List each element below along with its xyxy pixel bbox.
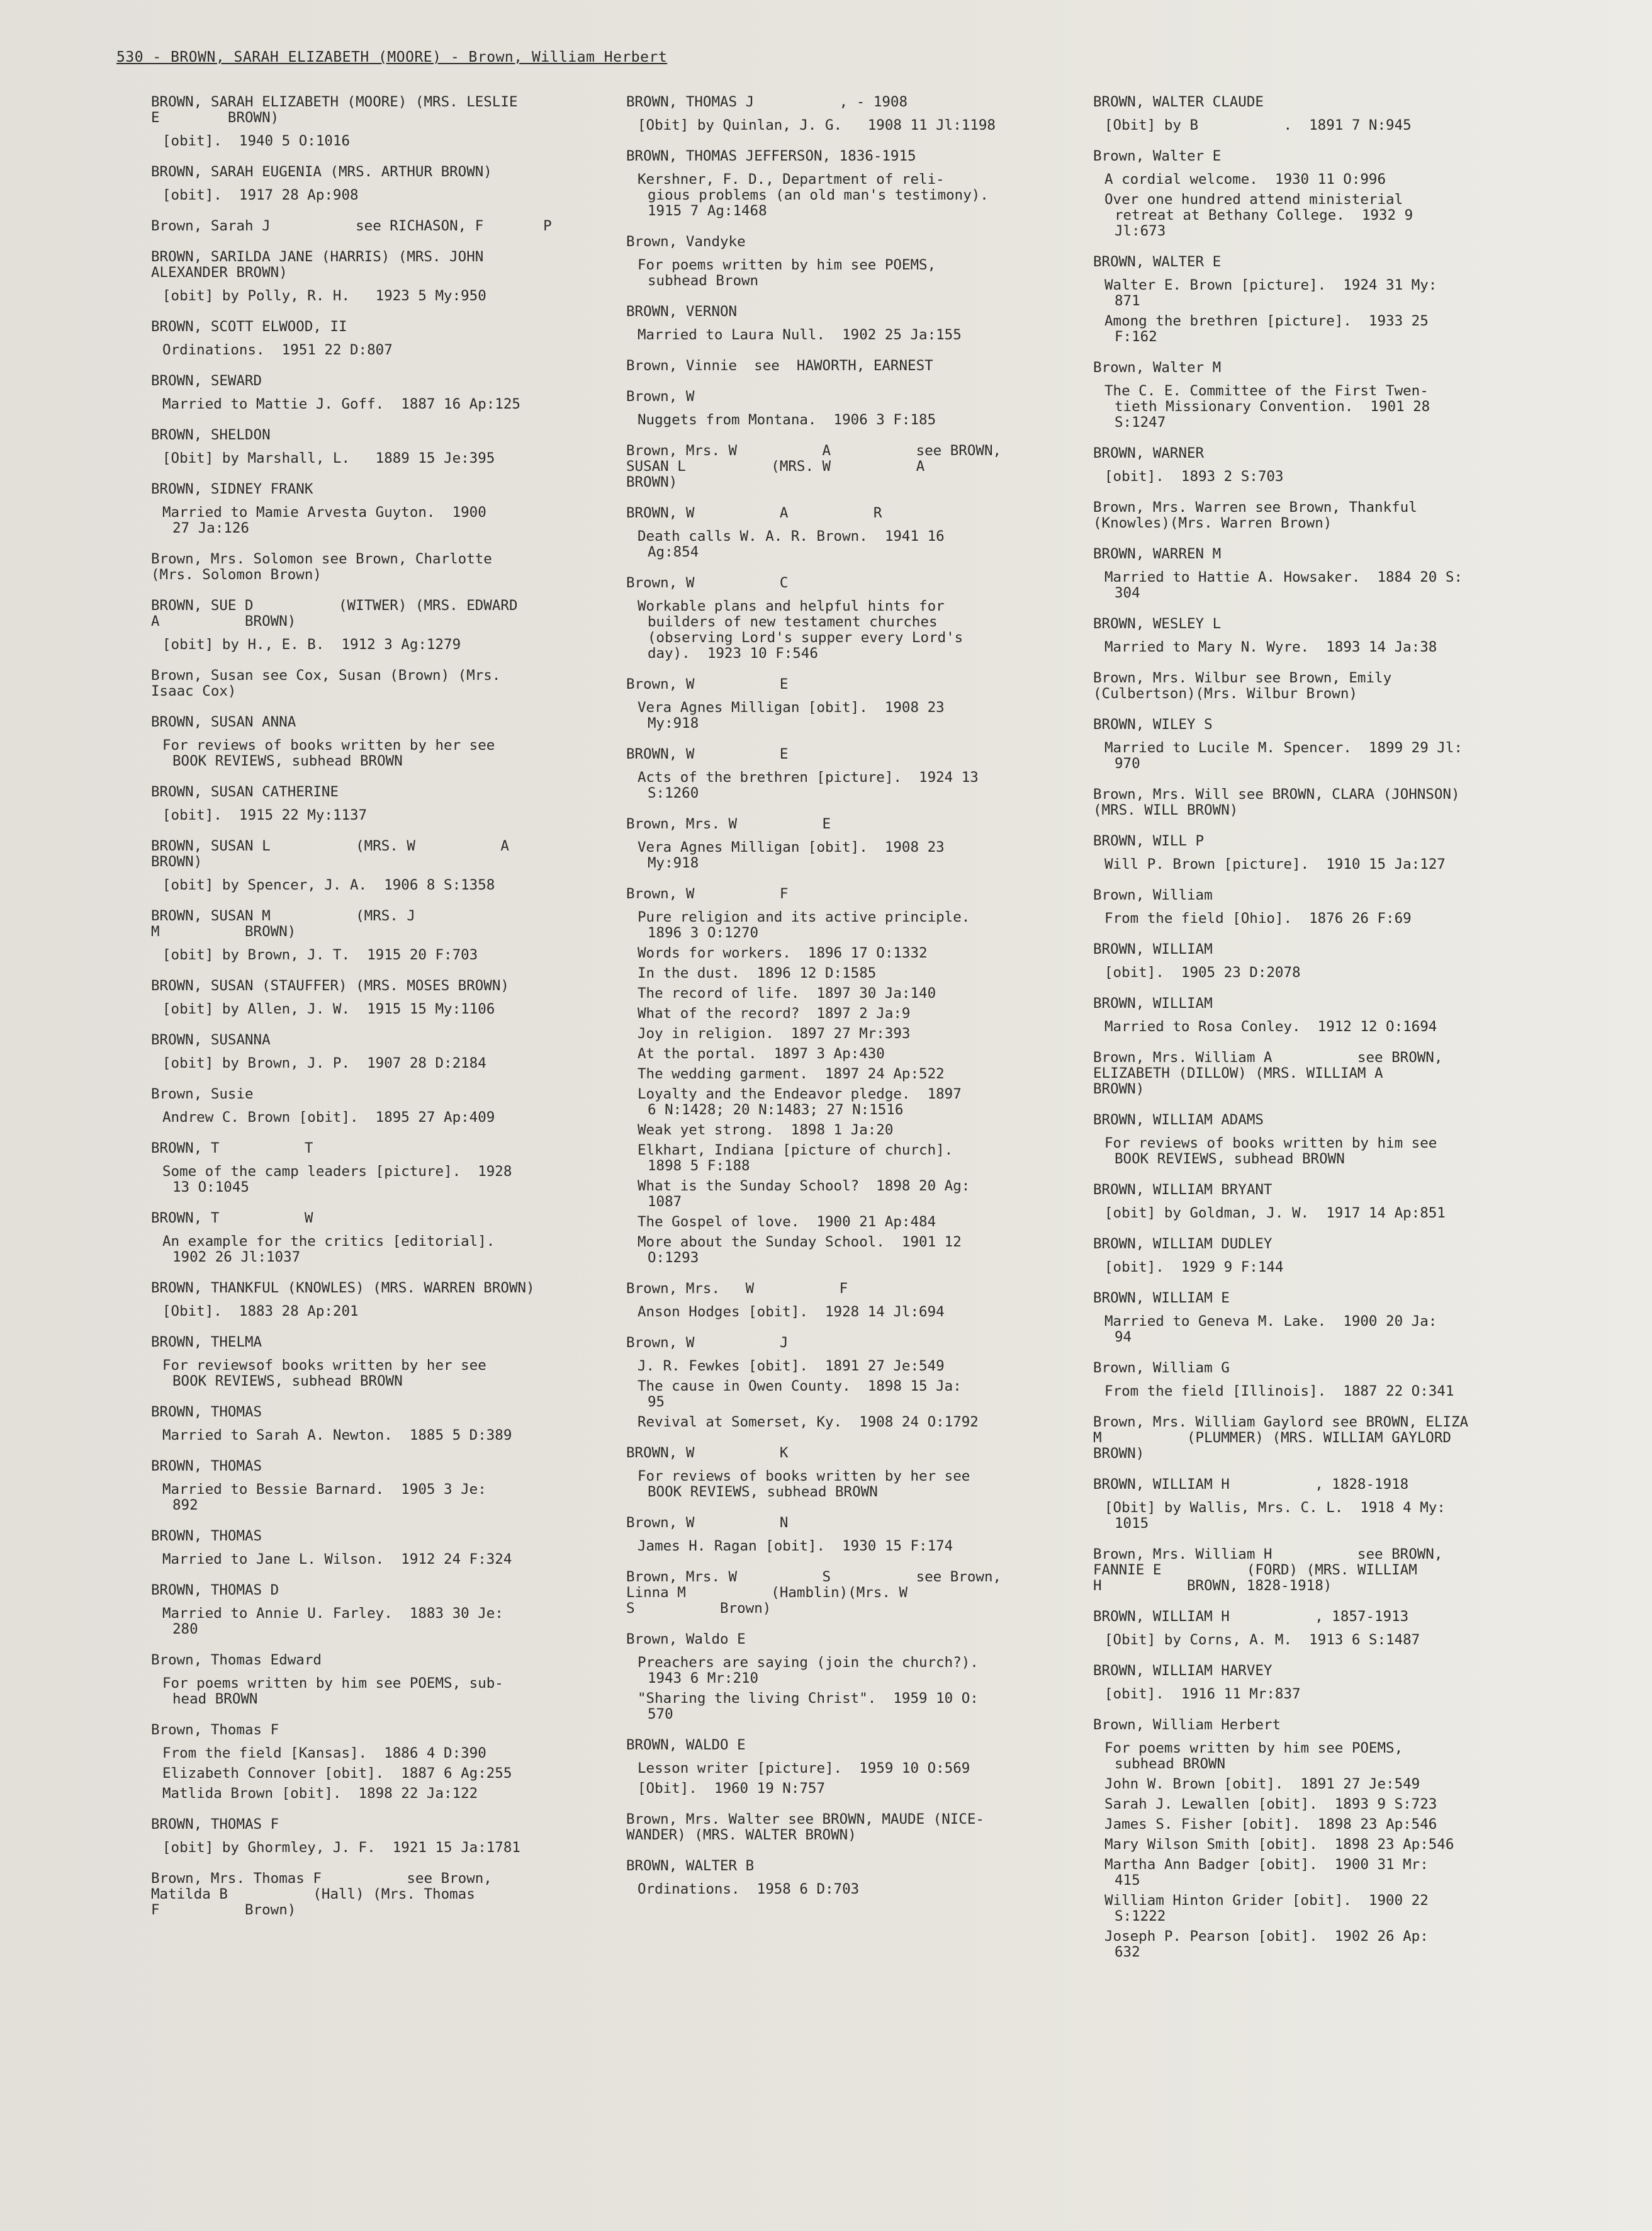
entry-heading: BROWN, SIDNEY FRANK [151, 481, 313, 497]
index-entry [626, 94, 1067, 133]
entry-citation: [Obit] by Quinlan, J. G. 1908 11 Jl:1198 [638, 117, 996, 133]
entry-citation: Among the brethren [picture]. 1933 25 F:162 [1104, 313, 1429, 345]
entry-heading: Brown, Mrs. Warren see Brown, Thankful (Knowles)(Mrs. Warren Brown) [1093, 499, 1417, 531]
index-entry [151, 1459, 601, 1513]
entry-citation: The wedding garment. 1897 24 Ap:522 [638, 1066, 945, 1082]
entry-citation: Married to Bessie Barnard. 1905 3 Je: 892 [162, 1481, 486, 1513]
index-entry [1093, 1050, 1546, 1097]
entry-heading: BROWN, WILEY S [1093, 716, 1213, 733]
entry-citation: Vera Agnes Milligan [obit]. 1908 23 My:918 [638, 839, 945, 871]
entry-heading: BROWN, THOMAS J , - 1908 [626, 94, 908, 110]
index-entry [1093, 1609, 1546, 1648]
entry-citation: For poems written by him see POEMS, subhead Brown [638, 257, 936, 289]
entry-citation: Acts of the brethren [picture]. 1924 13 S:1260 [638, 769, 979, 801]
entry-citation: [obit]. 1905 23 D:2078 [1104, 964, 1301, 981]
entry-citation: For reviews of books written by her see BOOK REVIEWS, subhead BROWN [162, 737, 495, 769]
entry-citation: [obit] by Ghormley, J. F. 1921 15 Ja:1781 [162, 1839, 520, 1856]
entry-heading: Brown, W J [626, 1335, 789, 1351]
index-entry [151, 1280, 601, 1319]
index-entry [626, 389, 1067, 428]
index-entry [1093, 670, 1546, 702]
entry-heading: BROWN, THOMAS [151, 1528, 262, 1544]
page-header: 530 - BROWN, SARAH ELIZABETH (MOORE) - Brown, William Herbert [116, 49, 668, 65]
entry-citation: In the dust. 1896 12 D:1585 [638, 965, 877, 981]
entry-citation: Joy in religion. 1897 27 Mr:393 [638, 1025, 911, 1042]
entry-citation: Loyalty and the Endeavor pledge. 1897 6 N:1428; 20 N:1483; 27 N:1516 [638, 1086, 962, 1118]
entry-heading: BROWN, SARAH ELIZABETH (MOORE) (MRS. LESLIE E BROWN) [151, 94, 518, 126]
entry-heading: BROWN, WILLIAM [1093, 941, 1213, 957]
entry-citation: [obit] by Goldman, J. W. 1917 14 Ap:851 [1104, 1205, 1446, 1221]
index-entry [626, 149, 1067, 219]
entry-citation: Martha Ann Badger [obit]. 1900 31 Mr: 415 [1104, 1856, 1429, 1889]
index-entry [1093, 1112, 1546, 1167]
entry-citation: Ordinations. 1951 22 D:807 [162, 342, 393, 358]
entry-citation: Elkhart, Indiana [picture of church]. 1898 5 F:188 [638, 1142, 953, 1174]
entry-citation: For reviews of books written by her see BOOK REVIEWS, subhead BROWN [638, 1468, 970, 1500]
index-entry [1093, 446, 1546, 485]
index-entry [151, 1652, 601, 1707]
index-entry [151, 978, 601, 1017]
entry-heading: Brown, William G [1093, 1360, 1230, 1376]
entry-heading: BROWN, WALTER B [626, 1858, 755, 1874]
index-entry [626, 886, 1067, 1266]
entry-citation: For reviewsof books written by her see BOOK REVIEWS, subhead BROWN [162, 1357, 486, 1389]
index-entry [626, 506, 1067, 560]
index-entry [151, 1211, 601, 1265]
entry-heading: Brown, Walter M [1093, 359, 1222, 376]
index-entry [1093, 787, 1546, 818]
entry-citation: An example for the critics [editorial]. 1902 26 Jl:1037 [162, 1233, 495, 1265]
index-entry [151, 784, 601, 823]
entry-heading: BROWN, SUE D (WITWER) (MRS. EDWARD A BROWN) [151, 597, 518, 630]
index-entry [626, 816, 1067, 871]
index-entry [151, 482, 601, 536]
entry-heading: Brown, W N [626, 1515, 789, 1531]
entry-heading: BROWN, THANKFUL (KNOWLES) (MRS. WARREN BROWN) [151, 1280, 535, 1296]
index-entry [626, 1445, 1067, 1500]
entry-citation: Married to Hattie A. Howsaker. 1884 20 S: 304 [1104, 569, 1463, 601]
entry-citation: The C. E. Committee of the First Twen- tieth Missionary Convention. 1901 28 S:1247 [1104, 383, 1430, 431]
entry-heading: BROWN, THELMA [151, 1334, 262, 1350]
entry-heading: Brown, Walter E [1093, 148, 1222, 164]
entry-citation: From the field [Kansas]. 1886 4 D:390 [162, 1745, 486, 1761]
entry-citation: [obit] by Brown, J. T. 1915 20 F:703 [162, 947, 478, 963]
entry-citation: Anson Hodges [obit]. 1928 14 Jl:694 [638, 1304, 945, 1320]
entry-heading: Brown, Susie [151, 1086, 254, 1102]
index-entry [626, 234, 1067, 289]
index-entry [151, 1087, 601, 1126]
entry-heading: Brown, Mrs. Solomon see Brown, Charlotte (Mrs. Solomon Brown) [151, 551, 492, 583]
index-entry [626, 443, 1067, 490]
index-entry [151, 319, 601, 358]
entry-citation: Married to Annie U. Farley. 1883 30 Je: 280 [162, 1605, 503, 1637]
entry-heading: BROWN, WILL P [1093, 833, 1205, 849]
index-entry [1093, 94, 1546, 133]
index-entry [1093, 888, 1546, 927]
index-entry [1093, 546, 1546, 601]
entry-heading: Brown, Mrs. William A see BROWN, ELIZABETH (DILLOW) (MRS. WILLIAM A BROWN) [1093, 1049, 1443, 1097]
index-entry [626, 677, 1067, 731]
entry-heading: BROWN, WARREN M [1093, 546, 1222, 562]
entry-heading: BROWN, WILLIAM BRYANT [1093, 1182, 1273, 1198]
entry-heading: BROWN, SEWARD [151, 373, 262, 389]
entry-citation: Death calls W. A. R. Brown. 1941 16 Ag:854 [638, 528, 945, 560]
entry-heading: BROWN, WILLIAM [1093, 995, 1213, 1012]
index-column-3 [1093, 94, 1546, 1975]
entry-citation: Nuggets from Montana. 1906 3 F:185 [638, 412, 936, 428]
entry-citation: Matlida Brown [obit]. 1898 22 Ja:122 [162, 1785, 478, 1802]
entry-heading: BROWN, VERNON [626, 303, 738, 320]
index-entry [626, 304, 1067, 343]
index-entry [626, 1569, 1067, 1617]
entry-heading: Brown, Mrs. William H see BROWN, FANNIE E (FORD) (MRS. WILLIAM H BROWN, 1828-1918) [1093, 1546, 1443, 1594]
index-entry [151, 427, 601, 466]
entry-heading: Brown, Mrs. William Gaylord see BROWN, ELIZA M (PLUMMER) (MRS. WILLIAM GAYLORD BROWN) [1093, 1414, 1469, 1462]
entry-citation: Weak yet strong. 1898 1 Ja:20 [638, 1122, 894, 1138]
index-entry [1093, 1477, 1546, 1532]
entry-citation: Married to Jane L. Wilson. 1912 24 F:324 [162, 1551, 512, 1567]
entry-citation: For poems written by him see POEMS, sub- head BROWN [162, 1675, 503, 1707]
entry-citation: [Obit] by Wallis, Mrs. C. L. 1918 4 My: 1015 [1104, 1500, 1446, 1532]
index-entry [1093, 942, 1546, 981]
index-entry [1093, 717, 1546, 772]
entry-heading: BROWN, SUSAN (STAUFFER) (MRS. MOSES BROWN) [151, 978, 509, 994]
index-column-1 [151, 94, 601, 1933]
entry-heading: Brown, Mrs. Thomas F see Brown, Matilda B (Hall) (Mrs. Thomas F Brown) [151, 1870, 492, 1918]
entry-citation: Vera Agnes Milligan [obit]. 1908 23 My:918 [638, 699, 945, 731]
entry-heading: BROWN, WILLIAM HARVEY [1093, 1663, 1273, 1679]
entry-citation: Sarah J. Lewallen [obit]. 1893 9 S:723 [1104, 1796, 1437, 1812]
entry-heading: BROWN, WALTER CLAUDE [1093, 94, 1264, 110]
entry-citation: [obit] by Spencer, J. A. 1906 8 S:1358 [162, 877, 495, 893]
index-entry [1093, 1415, 1546, 1462]
entry-citation: [obit]. 1916 11 Mr:837 [1104, 1686, 1301, 1702]
entry-heading: BROWN, WILLIAM H , 1857-1913 [1093, 1608, 1409, 1625]
entry-citation: [obit]. 1929 9 F:144 [1104, 1259, 1284, 1275]
index-entry [151, 1528, 601, 1567]
index-entry [1093, 1182, 1546, 1221]
index-entry [151, 1722, 601, 1802]
entry-heading: Brown, Mrs. W F [626, 1280, 848, 1297]
index-entry [626, 1858, 1067, 1897]
entry-citation: [Obit] by B . 1891 7 N:945 [1104, 117, 1412, 133]
index-entry [1093, 1547, 1546, 1594]
entry-heading: BROWN, WILLIAM H , 1828-1918 [1093, 1476, 1409, 1493]
index-entry [626, 1812, 1067, 1843]
index-entry [151, 1335, 601, 1389]
index-entry [151, 598, 601, 653]
entry-citation: Workable plans and helpful hints for builders of new testament churches (observing Lord's supper every Lord's day). 1923 10 F:546 [638, 598, 964, 662]
index-entry [1093, 1717, 1546, 1960]
index-entry [151, 1141, 601, 1195]
entry-heading: BROWN, SUSAN L (MRS. W A BROWN) [151, 838, 509, 870]
entry-heading: Brown, Mrs. W S see Brown, Linna M (Hamblin)(Mrs. W S Brown) [626, 1569, 1002, 1617]
index-entry [151, 714, 601, 769]
index-entry [1093, 500, 1546, 531]
entry-heading: BROWN, T T [151, 1140, 313, 1156]
entry-heading: BROWN, THOMAS [151, 1458, 262, 1474]
index-entry [1093, 360, 1546, 431]
entry-heading: BROWN, SCOTT ELWOOD, II [151, 319, 347, 335]
entry-heading: BROWN, SARAH EUGENIA (MRS. ARTHUR BROWN) [151, 164, 492, 180]
index-column-2 [626, 94, 1067, 1912]
entry-citation: Revival at Somerset, Ky. 1908 24 O:1792 [638, 1414, 979, 1430]
entry-heading: Brown, Thomas Edward [151, 1652, 322, 1668]
entry-citation: Over one hundred attend ministerial retreat at Bethany College. 1932 9 Jl:673 [1104, 191, 1413, 239]
index-entry [151, 94, 601, 149]
entry-citation: James H. Ragan [obit]. 1930 15 F:174 [638, 1538, 953, 1554]
entry-citation: [obit] by H., E. B. 1912 3 Ag:1279 [162, 636, 461, 653]
entry-citation: For reviews of books written by him see BOOK REVIEWS, subhead BROWN [1104, 1135, 1437, 1167]
entry-heading: BROWN, THOMAS D [151, 1582, 279, 1598]
entry-citation: What of the record? 1897 2 Ja:9 [638, 1005, 911, 1022]
entry-heading: Brown, Mrs. W E [626, 816, 831, 832]
entry-citation: James S. Fisher [obit]. 1898 23 Ap:546 [1104, 1816, 1437, 1833]
entry-citation: Pure religion and its active principle. 1896 3 O:1270 [638, 909, 970, 941]
entry-citation: Ordinations. 1958 6 D:703 [638, 1881, 860, 1897]
index-entry [1093, 149, 1546, 239]
entry-citation: [obit]. 1917 28 Ap:908 [162, 187, 359, 203]
index-entry [1093, 1291, 1546, 1345]
entry-citation: [Obit]. 1883 28 Ap:201 [162, 1303, 359, 1319]
index-entry [151, 668, 601, 699]
entry-citation: John W. Brown [obit]. 1891 27 Je:549 [1104, 1776, 1420, 1792]
entry-heading: Brown, Vinnie see HAWORTH, EARNEST [626, 358, 933, 374]
entry-citation: Will P. Brown [picture]. 1910 15 Ja:127 [1104, 856, 1446, 873]
entry-citation: [obit] by Brown, J. P. 1907 28 D:2184 [162, 1055, 486, 1071]
entry-citation: Walter E. Brown [picture]. 1924 31 My: 871 [1104, 277, 1437, 309]
entry-citation: The Gospel of love. 1900 21 Ap:484 [638, 1214, 936, 1230]
entry-citation: Married to Rosa Conley. 1912 12 O:1694 [1104, 1019, 1437, 1035]
entry-citation: Married to Sarah A. Newton. 1885 5 D:389 [162, 1427, 512, 1443]
entry-heading: BROWN, THOMAS [151, 1404, 262, 1420]
entry-heading: Brown, Mrs. W A see BROWN, SUSAN L (MRS. W A BROWN) [626, 443, 1002, 490]
index-entry [151, 1871, 601, 1918]
entry-citation: [obit]. 1915 22 My:1137 [162, 807, 368, 823]
entry-citation: Andrew C. Brown [obit]. 1895 27 Ap:409 [162, 1109, 495, 1126]
entry-citation: Mary Wilson Smith [obit]. 1898 23 Ap:546 [1104, 1836, 1454, 1853]
entry-citation: Lesson writer [picture]. 1959 10 O:569 [638, 1760, 970, 1776]
index-entry [151, 218, 601, 234]
entry-heading: BROWN, WESLEY L [1093, 616, 1222, 632]
index-entry [1093, 996, 1546, 1035]
entry-heading: Brown, W [626, 388, 695, 405]
entry-heading: BROWN, THOMAS F [151, 1816, 279, 1833]
index-entry [151, 1404, 601, 1443]
entry-citation: [obit]. 1893 2 S:703 [1104, 468, 1284, 485]
entry-heading: Brown, W C [626, 575, 789, 591]
entry-heading: BROWN, WALTER E [1093, 254, 1222, 270]
entry-citation: Married to Mary N. Wyre. 1893 14 Ja:38 [1104, 639, 1437, 655]
index-entry [1093, 616, 1546, 655]
entry-heading: BROWN, WARNER [1093, 445, 1205, 461]
entry-citation: "Sharing the living Christ". 1959 10 O: 570 [638, 1690, 979, 1722]
entry-heading: Brown, William [1093, 887, 1213, 903]
entry-heading: Brown, Mrs. Walter see BROWN, MAUDE (NICE- WANDER) (MRS. WALTER BROWN) [626, 1811, 984, 1843]
entry-citation: [obit] by Polly, R. H. 1923 5 My:950 [162, 288, 486, 304]
index-entry [151, 1032, 601, 1071]
index-entry [626, 358, 1067, 374]
entry-citation: Elizabeth Connover [obit]. 1887 6 Ag:255 [162, 1765, 512, 1782]
entry-heading: Brown, Thomas F [151, 1722, 279, 1738]
entry-citation: Married to Geneva M. Lake. 1900 20 Ja: 94 [1104, 1313, 1437, 1345]
index-entry [626, 1737, 1067, 1797]
entry-citation: [Obit]. 1960 19 N:757 [638, 1780, 826, 1797]
entry-heading: BROWN, SHELDON [151, 427, 271, 443]
entry-heading: Brown, W F [626, 886, 789, 902]
entry-citation: Married to Laura Null. 1902 25 Ja:155 [638, 327, 962, 343]
index-entry [626, 747, 1067, 801]
index-entry [1093, 1360, 1546, 1399]
entry-citation: Married to Mattie J. Goff. 1887 16 Ap:125 [162, 396, 520, 412]
index-entry [151, 839, 601, 893]
entry-heading: Brown, Mrs. Will see BROWN, CLARA (JOHNSON) (MRS. WILL BROWN) [1093, 786, 1460, 818]
entry-heading: Brown, Waldo E [626, 1631, 746, 1647]
entry-heading: Brown, Mrs. Wilbur see Brown, Emily (Culbertson)(Mrs. Wilbur Brown) [1093, 670, 1392, 702]
entry-heading: BROWN, SUSAN CATHERINE [151, 784, 339, 800]
entry-heading: Brown, Susan see Cox, Susan (Brown) (Mrs. Isaac Cox) [151, 667, 501, 699]
entry-heading: BROWN, T W [151, 1210, 313, 1226]
index-entry [1093, 1236, 1546, 1275]
entry-heading: BROWN, W E [626, 746, 789, 762]
entry-heading: Brown, W E [626, 676, 789, 692]
entry-citation: The cause in Owen County. 1898 15 Ja: 95 [638, 1378, 962, 1410]
entry-citation: What is the Sunday School? 1898 20 Ag: 1087 [638, 1178, 970, 1210]
index-entry [151, 373, 601, 412]
entry-heading: Brown, Vandyke [626, 234, 746, 250]
entry-citation: For poems written by him see POEMS, subhead BROWN [1104, 1740, 1403, 1772]
index-entry [626, 575, 1067, 662]
entry-citation: [obit]. 1940 5 O:1016 [162, 133, 351, 149]
entry-heading: BROWN, W K [626, 1445, 789, 1461]
index-entry [151, 164, 601, 203]
index-entry [151, 551, 601, 583]
index-entry [626, 1335, 1067, 1430]
entry-citation: William Hinton Grider [obit]. 1900 22 S:1222 [1104, 1892, 1429, 1924]
entry-heading: BROWN, SARILDA JANE (HARRIS) (MRS. JOHN ALEXANDER BROWN) [151, 249, 484, 281]
index-entry [626, 1515, 1067, 1554]
entry-citation: [Obit] by Marshall, L. 1889 15 Je:395 [162, 450, 495, 466]
entry-citation: At the portal. 1897 3 Ap:430 [638, 1046, 885, 1062]
entry-heading: BROWN, WILLIAM ADAMS [1093, 1112, 1264, 1128]
index-entry [151, 1583, 601, 1637]
entry-citation: Words for workers. 1896 17 O:1332 [638, 945, 928, 961]
entry-citation: J. R. Fewkes [obit]. 1891 27 Je:549 [638, 1358, 945, 1374]
entry-heading: BROWN, SUSANNA [151, 1032, 271, 1048]
entry-heading: Brown, William Herbert [1093, 1717, 1281, 1733]
entry-heading: BROWN, WALDO E [626, 1737, 746, 1753]
entry-heading: BROWN, W A R [626, 505, 882, 521]
entry-heading: Brown, Sarah J see RICHASON, F P [151, 218, 552, 234]
entry-citation: Joseph P. Pearson [obit]. 1902 26 Ap: 632 [1104, 1928, 1429, 1960]
entry-heading: BROWN, WILLIAM DUDLEY [1093, 1236, 1273, 1252]
entry-citation: From the field [Illinois]. 1887 22 O:341 [1104, 1383, 1454, 1399]
index-entry [151, 908, 601, 963]
index-entry [151, 1817, 601, 1856]
entry-citation: More about the Sunday School. 1901 12 O:1293 [638, 1234, 962, 1266]
entry-heading: BROWN, SUSAN ANNA [151, 714, 296, 730]
entry-heading: BROWN, WILLIAM E [1093, 1290, 1230, 1306]
index-entry [151, 249, 601, 304]
entry-citation: Preachers are saying (join the church?). 1943 6 Mr:210 [638, 1654, 979, 1686]
entry-heading: BROWN, THOMAS JEFFERSON, 1836-1915 [626, 148, 916, 164]
entry-citation: Married to Lucile M. Spencer. 1899 29 Jl: 970 [1104, 740, 1463, 772]
entry-citation: A cordial welcome. 1930 11 O:996 [1104, 171, 1386, 188]
entry-heading: BROWN, SUSAN M (MRS. J M BROWN) [151, 908, 415, 940]
entry-citation: [Obit] by Corns, A. M. 1913 6 S:1487 [1104, 1632, 1420, 1648]
entry-citation: Kershner, F. D., Department of reli- gious problems (an old man's testimony). 1915 7 Ag:1468 [638, 171, 989, 219]
entry-citation: From the field [Ohio]. 1876 26 F:69 [1104, 910, 1412, 927]
entry-citation: Some of the camp leaders [picture]. 1928 13 O:1045 [162, 1163, 512, 1195]
index-entry [626, 1632, 1067, 1722]
index-entry [626, 1281, 1067, 1320]
entry-citation: [obit] by Allen, J. W. 1915 15 My:1106 [162, 1001, 495, 1017]
index-entry [1093, 1663, 1546, 1702]
index-entry [1093, 254, 1546, 345]
entry-citation: Married to Mamie Arvesta Guyton. 1900 27 Ja:126 [162, 504, 486, 536]
index-entry [1093, 833, 1546, 873]
entry-citation: The record of life. 1897 30 Ja:140 [638, 985, 936, 1002]
